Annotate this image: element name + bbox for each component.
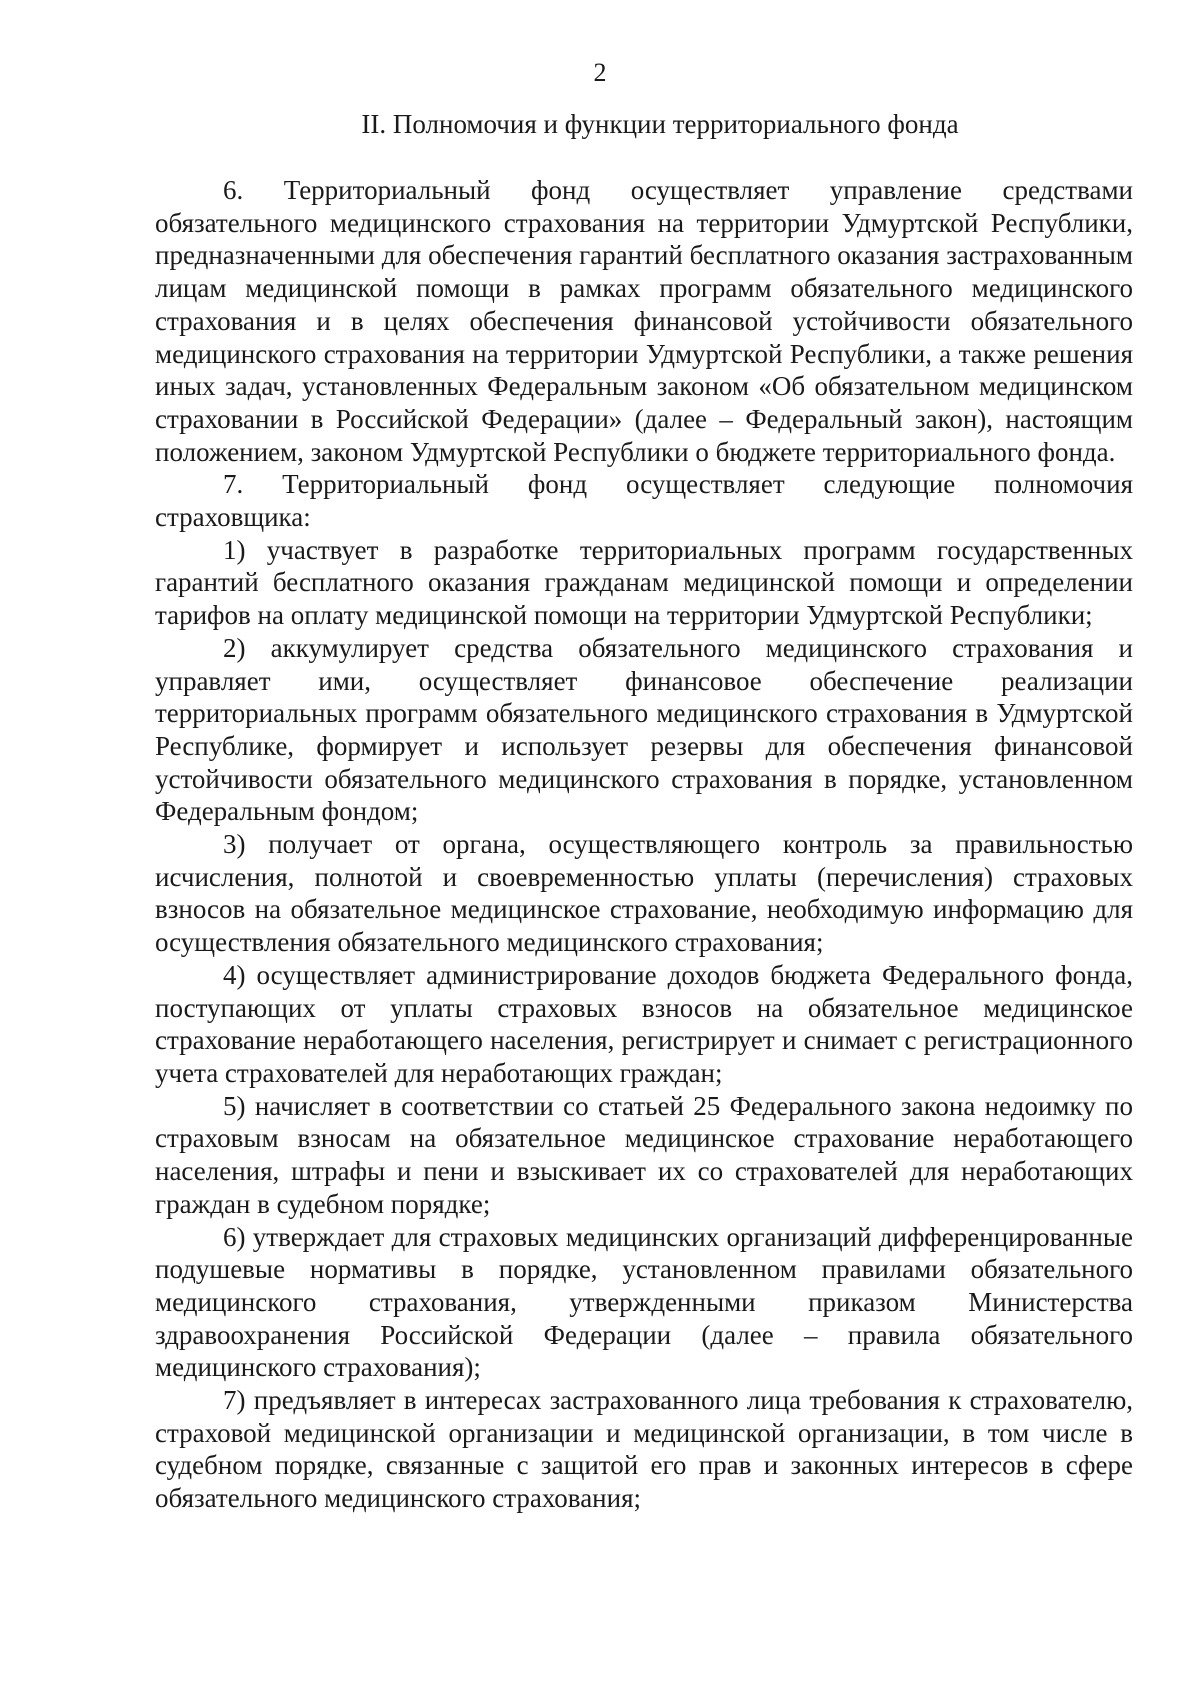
list-item-3: 3) получает от органа, осуществляющего контроль за правильностью исчисления, полнотой и своевременностью уплаты (перечисления) страховых взносов на обязательное медицинское страхование, необходимую информацию для осуществления обязательного медицинского страхования; [155, 829, 1133, 958]
page-number: 2 [593, 58, 607, 87]
list-item-6: 6) утверждает для страховых медицинских организаций дифференцированные подушевые нормативы в порядке, установленном правилами обязательного медицинского страхования, утвержденными приказом Министерства здравоохранения Российской Федерации (далее – правила обязательного медицинского страхования); [155, 1221, 1133, 1383]
list-item-4: 4) осуществляет администрирование доходов бюджета Федерального фонда, поступающих от уплаты страховых взносов на обязательное медицинское страхование неработающего населения, регистрирует и снимает с регистрационного учета страхователей для неработающих граждан; [155, 959, 1133, 1088]
list-item-5: 5) начисляет в соответствии со статьей 25 Федерального закона недоимку по страховым взносам на обязательное медицинское страхование неработающего населения, штрафы и пени и взыскивает их со страхователей для неработающих граждан в судебном порядке; [155, 1090, 1133, 1219]
list-item-1: 1) участвует в разработке территориальных программ государственных гарантий бесплатного оказания гражданам медицинской помощи и определении тарифов на оплату медицинской помощи на территории Удмуртской Республики; [155, 534, 1133, 631]
section-heading: II. Полномочия и функции территориального фонда [361, 109, 959, 139]
document-body [155, 174, 1133, 1515]
list-item-7: 7) предъявляет в интересах застрахованного лица требования к страхователю, страховой медицинской организации и медицинской организации, в том числе в судебном порядке, связанные с защитой его прав и законных интересов в сфере обязательного медицинского страхования; [155, 1385, 1133, 1514]
paragraph-7: 7. Территориальный фонд осуществляет следующие полномочия страховщика: [155, 469, 1133, 533]
paragraph-6: 6. Территориальный фонд осуществляет управление средствами обязательного медицинского страхования на территории Удмуртской Республики, предназначенными для обеспечения гарантий бесплатного оказания застрахованным лицам медицинской помощи в рамках программ обязательного медицинского страхования и в целях обеспечения финансовой устойчивости обязательного медицинского страхования на территории Удмуртской Республики, а также решения иных задач, установленных Федеральным законом «Об обязательном медицинском страховании в Российской Федерации» (далее – Федеральный закон), настоящим положением, законом Удмуртской Республики о бюджете территориального фонда. [155, 175, 1133, 467]
list-item-2: 2) аккумулирует средства обязательного медицинского страхования и управляет ими, осуществляет финансовое обеспечение реализации территориальных программ обязательного медицинского страхования в Удмуртской Республике, формирует и использует резервы для обеспечения финансовой устойчивости обязательного медицинского страхования в порядке, установленном Федеральным фондом; [155, 632, 1133, 827]
